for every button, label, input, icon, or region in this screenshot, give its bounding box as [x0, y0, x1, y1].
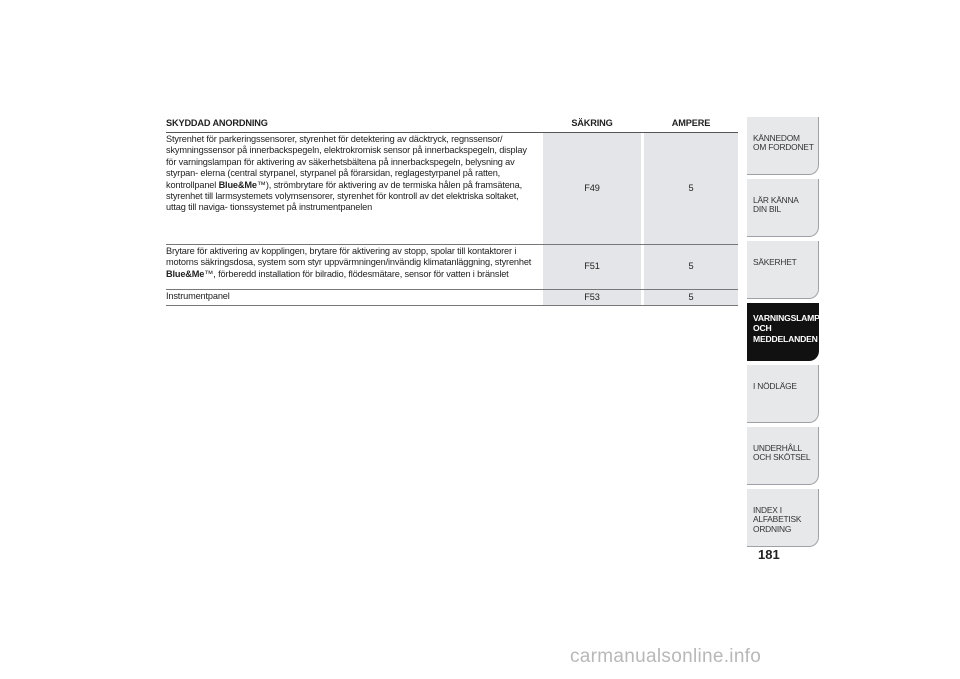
table-row: [166, 133, 738, 245]
device-text: ™, förberedd installation för bilradio, flödesmätare, sensor för vatten i bränslet: [204, 268, 509, 279]
row-device: [166, 245, 540, 289]
device-text: Styrenhet för parkeringssensorer, styrenhet för detektering av däcktryck, regnssensor/ skymningssensor på innerbackspegeln, elektrokromisk sensor på innerbackspegeln, display för varningslampan för aktivering av säkerhetsbältena på innerbackspegeln, belysning av styrpan- elerna (central styrpanel, styrpanel på förarsidan, reglagestyrpanel på ratten, kontrollpanel: [166, 134, 527, 190]
page-number: 181: [758, 547, 780, 562]
row-ampere: 5: [644, 133, 738, 244]
header-protected-device: SKYDDAD ANORDNING: [166, 118, 268, 128]
header-fuse: SÄKRING: [571, 118, 613, 128]
watermark: carmanualsonline.info: [570, 646, 762, 667]
row-fuse: F51: [543, 245, 641, 289]
tab-sakerhet[interactable]: SÄKERHET: [747, 241, 819, 299]
table-header: [166, 116, 738, 133]
device-text: ™), strömbrytare för aktivering av de termiska hålen på framsätena, styrenhet till larmsystemets volymsensorer, styrenhet för kontroll av det elektriska soltaket, uttag till naviga- tionssystemet på instrumentpanelen: [166, 179, 523, 213]
brand-name: Blue&Me: [166, 268, 205, 279]
row-ampere: 5: [644, 245, 738, 289]
tab-kannedom-om-fordonet[interactable]: KÄNNEDOM OM FORDONET: [747, 117, 819, 175]
header-ampere: AMPERE: [671, 118, 711, 128]
table-row: [166, 290, 738, 306]
chapter-tabs: [747, 117, 833, 551]
tab-index-i-alfabetisk-ordning[interactable]: INDEX I ALFABETISK ORDNING: [747, 489, 819, 547]
brand-name: Blue&Me: [218, 179, 257, 190]
row-device: Instrumentpanel: [166, 291, 230, 301]
row-fuse: F53: [543, 290, 641, 305]
row-device: [166, 133, 540, 244]
device-text: Brytare för aktivering av kopplingen, brytare för aktivering av stopp, spolar till kontaktorer i motorns säkringsdosa, system som styr uppvärmningen/invändig klimatanläggning, styrenhet: [166, 246, 532, 268]
tab-lar-kanna-din-bil[interactable]: LÄR KÄNNA DIN BIL: [747, 179, 819, 237]
fuse-table: [166, 116, 738, 306]
row-fuse: F49: [543, 133, 641, 244]
table-row: [166, 245, 738, 290]
row-ampere: 5: [644, 290, 738, 305]
tab-underhall-och-skotsel[interactable]: UNDERHÅLL OCH SKÖTSEL: [747, 427, 819, 485]
tab-i-nodlage[interactable]: I NÖDLÄGE: [747, 365, 819, 423]
tab-varningslampor-och-meddelanden[interactable]: VARNINGSLAMPOR OCH MEDDELANDEN: [747, 303, 819, 361]
